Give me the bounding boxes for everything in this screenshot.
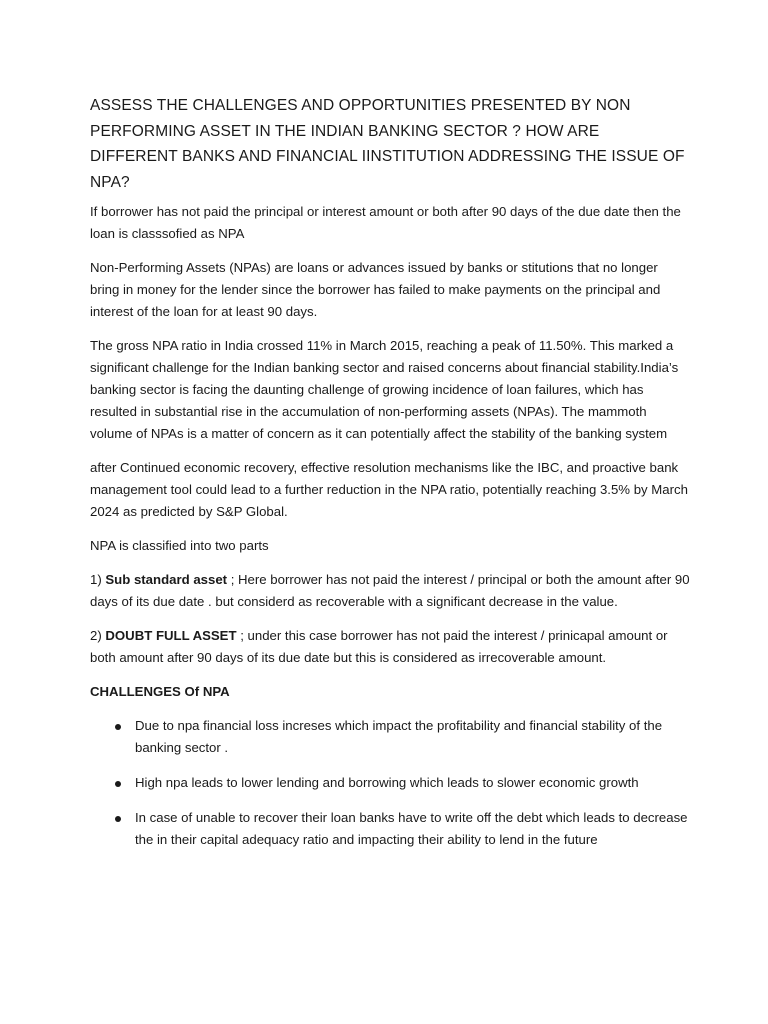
paragraph-recovery-outlook: after Continued economic recovery, effective resolution mechanisms like the IBC, and proactive bank management tool could lead to a further reduction in the NPA ratio, potentially reaching 3.5% by March 2024 as predicted by S&P Global. [90, 460, 688, 519]
classification-prefix: 1) [90, 572, 106, 587]
list-item [90, 807, 690, 851]
classification-item-substandard [90, 569, 690, 613]
paragraph-classification-intro: NPA is classified into two parts [90, 538, 269, 553]
bullet-icon [115, 724, 121, 730]
list-item [90, 715, 690, 759]
challenges-heading: CHALLENGES Of NPA [90, 684, 230, 699]
list-item-text: High npa leads to lower lending and borrowing which leads to slower economic growth [135, 775, 639, 790]
classification-text: ; under this case borrower has not paid the interest / prinicapal amount or both amount after 90 days of its due date but this is considered as irrecoverable amount. [90, 628, 668, 665]
classification-term: DOUBT FULL ASSET [105, 628, 237, 643]
paragraph-gross-npa-ratio: The gross NPA ratio in India crossed 11% in March 2015, reaching a peak of 11.50%. This marked a significant challenge for the Indian banking sector and raised concerns about financial stability.India’s banking sector is facing the daunting challenge of growing incidence of loan failures, which has resulted in substantial rise in the accumulation of non-performing assets (NPAs). The mammoth volume of NPAs is a matter of concern as it can potentially affect the stability of the banking system [90, 338, 679, 441]
list-item-text: Due to npa financial loss increses which impact the profitability and financial stability of the banking sector . [135, 718, 663, 755]
classification-term: Sub standard asset [105, 572, 228, 587]
paragraph-npa-explanation: Non-Performing Assets (NPAs) are loans or advances issued by banks or stitutions that no longer bring in money for the lender since the borrower has failed to make payments on the principal and interest of the loan for at least 90 days. [90, 260, 661, 319]
bullet-icon [115, 816, 121, 822]
challenges-list [90, 715, 690, 851]
classification-text: ; Here borrower has not paid the interest / principal or both the amount after 90 days of its due date . but considerd as recoverable with a significant decrease in the value. [90, 572, 690, 609]
paragraph-npa-definition: If borrower has not paid the principal or interest amount or both after 90 days of the due date then the loan is classsofied as NPA [90, 204, 681, 241]
bullet-icon [115, 781, 121, 787]
list-item [90, 772, 690, 794]
list-item-text: In case of unable to recover their loan banks have to write off the debt which leads to decrease the in their capital adequacy ratio and impacting their ability to lend in the future [135, 810, 688, 847]
document-page [90, 93, 690, 864]
classification-item-doubtful [90, 625, 690, 669]
classification-prefix: 2) [90, 628, 106, 643]
document-title: ASSESS THE CHALLENGES AND OPPORTUNITIES PRESENTED BY NON PERFORMING ASSET IN THE INDIAN BANKING SECTOR ? HOW ARE DIFFERENT BANKS AND FINANCIAL IINSTITUTION ADDRESSING THE ISSUE OF NPA? [90, 97, 685, 191]
